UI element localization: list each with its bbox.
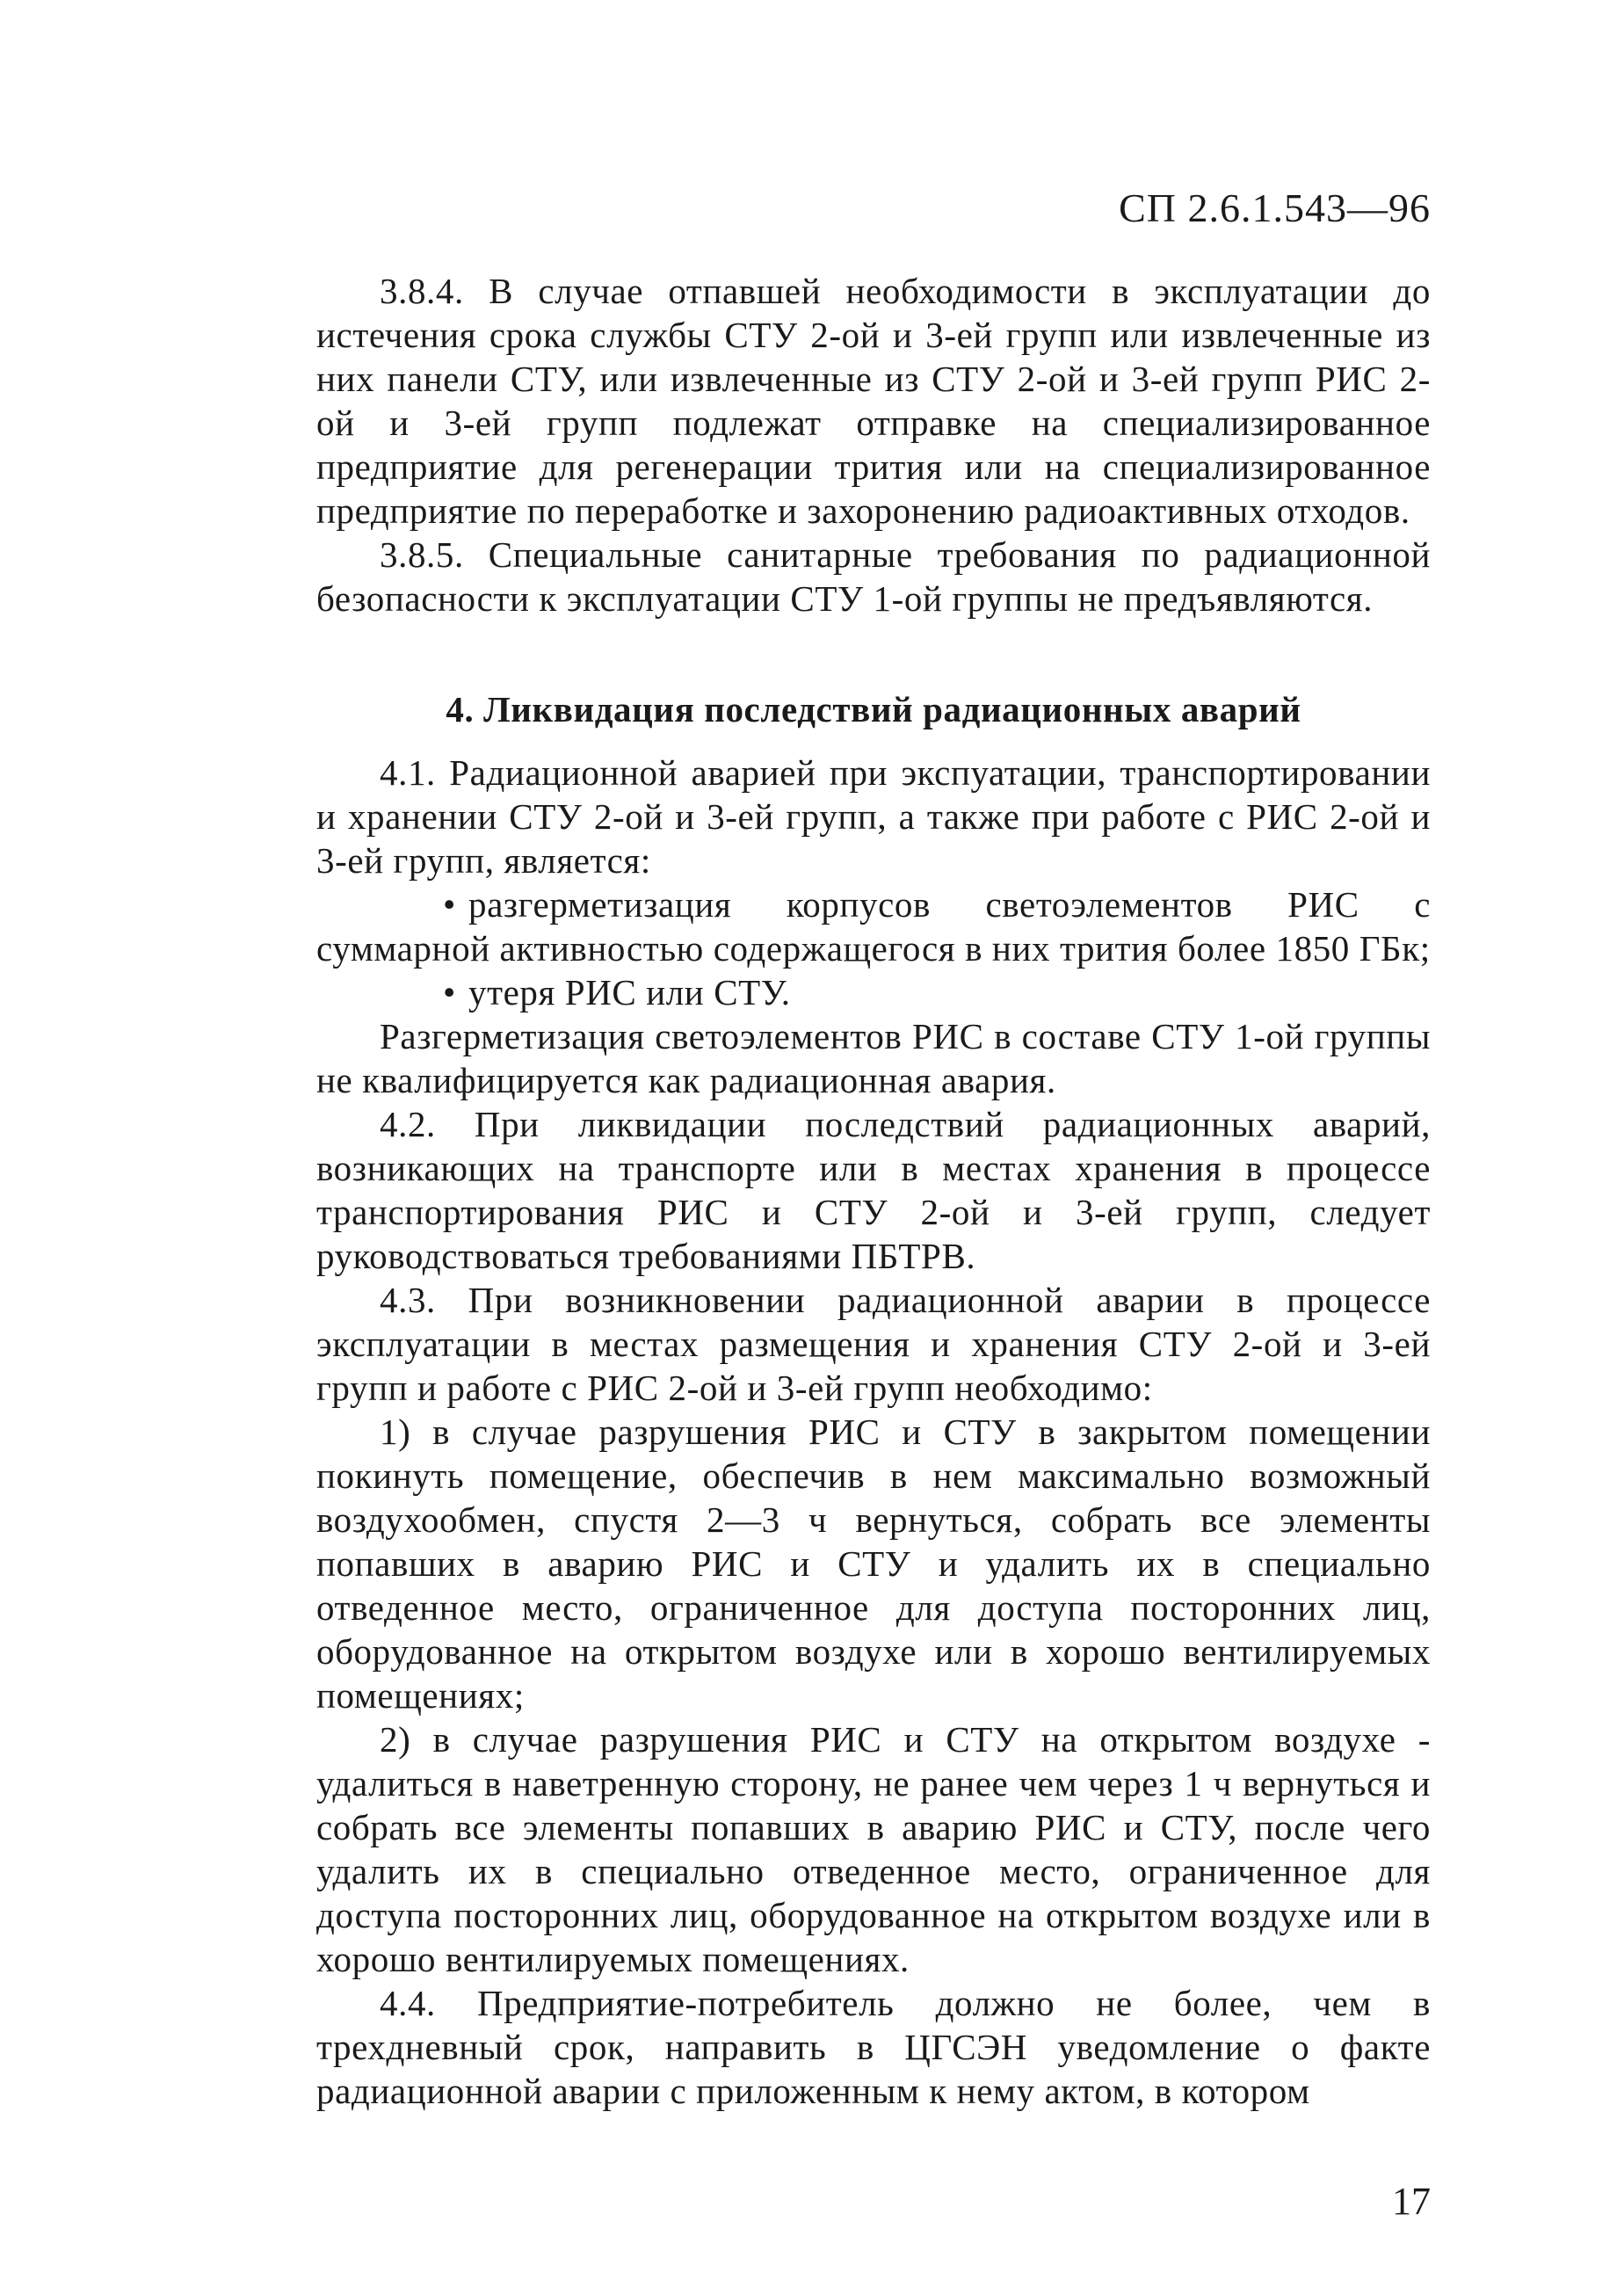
document-page (316, 185, 1431, 2224)
paragraph-3-8-4: 3.8.4. В случае отпавшей необходимости в эксплуатации до истечения срока службы СТУ 2-ой и 3-ей групп или извлеченные из них панели СТУ, или извлеченные из СТУ 2-ой и 3-ей групп РИС 2-ой и 3-ей групп подлежат отправке на специализированное предприятие для регенерации трития или на специализированное предприятие по переработке и захоронению радиоактивных отходов. (316, 271, 1431, 531)
paragraph-3-8-5: 3.8.5. Специальные санитарные требования по радиационной безопасности к эксплуатации СТУ 1-ой группы не предъявляются. (316, 534, 1431, 619)
bullet-item (316, 970, 1431, 1014)
paragraph-4-1: 4.1. Радиационной аварией при экспуатации, транспортировании и хранении СТУ 2-ой и 3-ей групп, а также при работе с РИС 2-ой и 3-ей групп, является: (316, 752, 1431, 881)
paragraph-4-3: 4.3. При возникновении радиационной аварии в процессе эксплуатации в местах размещения и хранения СТУ 2-ой и 3-ей групп и работе с РИС 2-ой и 3-ей групп необходимо: (316, 1280, 1431, 1408)
bullet-mark: • (443, 884, 456, 925)
bullet-mark: • (443, 972, 456, 1012)
document-body (316, 269, 1431, 2113)
bullet-text: разгерметизация корпусов светоэлементов РИС с суммарной активностью содержащегося в них трития более 1850 ГБк; (316, 884, 1431, 969)
paragraph-4-4: 4.4. Предприятие-потребитель должно не более, чем в трехдневный срок, направить в ЦГСЭН уведомление о факте радиационной аварии с приложенным к нему актом, в котором (316, 1983, 1431, 2111)
page-number: 17 (1392, 2180, 1431, 2223)
paragraph-note: Разгерметизация светоэлементов РИС в составе СТУ 1-ой группы не квалифицируется как радиационная авария. (316, 1016, 1431, 1100)
section-4-title: 4. Ликвидация последствий радиационных аварий (446, 689, 1301, 729)
document-code-header: СП 2.6.1.543—96 (1119, 185, 1431, 230)
paragraph-4-2: 4.2. При ликвидации последствий радиационных аварий, возникающих на транспорте или в местах хранения в процессе транспортирования РИС и СТУ 2-ой и 3-ей групп, следует руководствоваться требованиями ПБТРВ. (316, 1104, 1431, 1276)
paragraph-item-2: 2) в случае разрушения РИС и СТУ на открытом воздухе - удалиться в наветренную сторону, не ранее чем через 1 ч вернуться и собрать все элементы попавших в аварию РИС и СТУ, после чего удалить их в специально отведенное место, ограниченное для доступа посторонних лиц, оборудованное на открытом воздухе или в хорошо вентилируемых помещениях. (316, 1719, 1431, 1979)
paragraph-item-1: 1) в случае разрушения РИС и СТУ в закрытом помещении покинуть помещение, обеспечив в нем максимально возможный воздухообмен, спустя 2—3 ч вернуться, собрать все элементы попавших в аварию РИС и СТУ и удалить их в специально отведенное место, ограниченное для доступа посторонних лиц, оборудованное на открытом воздухе или в хорошо вентилируемых помещениях; (316, 1412, 1431, 1716)
bullet-text: утеря РИС или СТУ. (468, 972, 791, 1012)
bullet-item (316, 882, 1431, 970)
